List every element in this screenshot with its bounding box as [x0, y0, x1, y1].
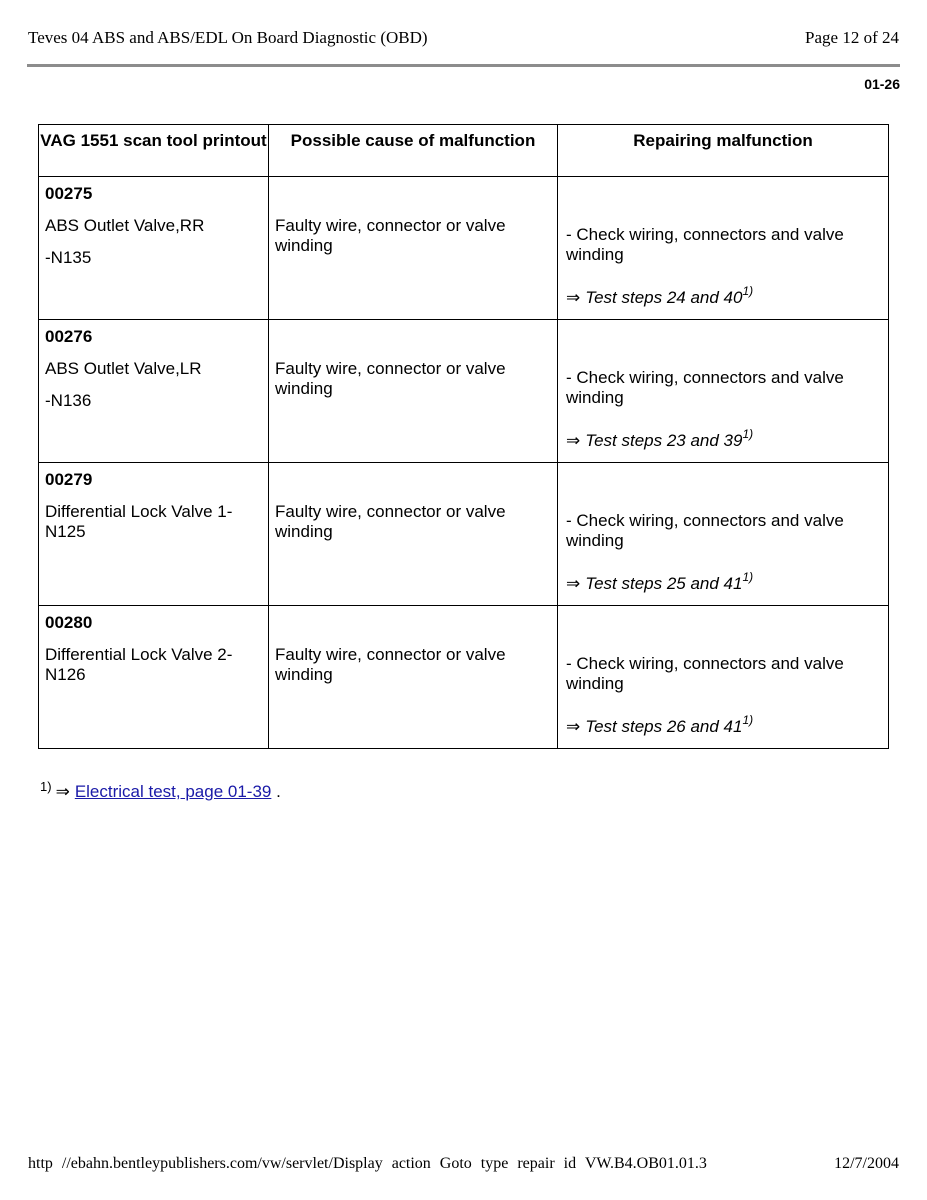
- footnote-ref: 1): [742, 713, 754, 727]
- cause-text: Faulty wire, connector or valve winding: [275, 645, 506, 684]
- footnote-ref: 1): [742, 427, 754, 441]
- repair-instruction: - Check wiring, connectors and valve winding: [566, 511, 844, 550]
- component-name: ABS Outlet Valve,RR: [45, 216, 205, 235]
- component-part-number: -N135: [45, 248, 92, 267]
- component-name: ABS Outlet Valve,LR: [45, 359, 202, 378]
- cause-cell: [269, 320, 558, 463]
- test-steps-text: Test steps 26 and 41: [585, 717, 743, 736]
- arrow-icon: ⇒: [566, 431, 581, 450]
- repair-cell: [558, 320, 889, 463]
- repair-instruction: - Check wiring, connectors and valve winding: [566, 654, 844, 693]
- arrow-icon: ⇒: [55, 782, 70, 801]
- footnote: [40, 777, 281, 802]
- test-steps-link[interactable]: [566, 713, 754, 737]
- repair-instruction: - Check wiring, connectors and valve winding: [566, 225, 844, 264]
- table-row: [39, 320, 889, 463]
- column-header-cause: Possible cause of malfunction: [269, 125, 558, 177]
- cause-cell: [269, 463, 558, 606]
- document-title: Teves 04 ABS and ABS/EDL On Board Diagnostic (OBD): [28, 28, 428, 47]
- test-steps-link[interactable]: [566, 427, 754, 451]
- component-name: Differential Lock Valve 1-N125: [45, 502, 233, 541]
- table-header-row: [39, 125, 889, 177]
- section-number: 01-26: [864, 76, 900, 92]
- component-part-number: -N136: [45, 391, 92, 410]
- arrow-icon: ⇒: [566, 717, 581, 736]
- cause-text: Faulty wire, connector or valve winding: [275, 359, 506, 398]
- repair-instruction: - Check wiring, connectors and valve winding: [566, 368, 844, 407]
- fault-code: 00276: [45, 327, 93, 346]
- test-steps-text: Test steps 23 and 39: [585, 431, 743, 450]
- cause-text: Faulty wire, connector or valve winding: [275, 502, 506, 541]
- cause-cell: [269, 177, 558, 320]
- table-row: [39, 606, 889, 749]
- fault-code: 00279: [45, 470, 93, 489]
- repair-cell: [558, 177, 889, 320]
- table-row: [39, 463, 889, 606]
- repair-cell: [558, 463, 889, 606]
- footer-url: http //ebahn.bentleypublishers.com/vw/servlet/Display action Goto type repair id VW.B4.OB01.01.3: [28, 1155, 707, 1172]
- test-steps-link[interactable]: [566, 284, 754, 308]
- electrical-test-link[interactable]: Electrical test, page 01-39: [74, 782, 272, 801]
- footnote-ref: 1): [742, 284, 754, 298]
- cause-text: Faulty wire, connector or valve winding: [275, 216, 506, 255]
- footnote-mark: 1): [40, 779, 52, 794]
- printout-cell: [39, 177, 269, 320]
- test-steps-text: Test steps 25 and 41: [585, 574, 743, 593]
- cause-cell: [269, 606, 558, 749]
- test-steps-link[interactable]: [566, 570, 754, 594]
- footer-date: 12/7/2004: [834, 1155, 899, 1172]
- printout-cell: [39, 463, 269, 606]
- arrow-icon: ⇒: [566, 288, 581, 307]
- fault-code: 00280: [45, 613, 93, 632]
- test-steps-text: Test steps 24 and 40: [585, 288, 743, 307]
- printout-cell: [39, 606, 269, 749]
- footnote-ref: 1): [742, 570, 754, 584]
- repair-cell: [558, 606, 889, 749]
- footnote-period: .: [276, 782, 281, 801]
- column-header-repair: Repairing malfunction: [558, 125, 889, 177]
- fault-code: 00275: [45, 184, 93, 203]
- arrow-icon: ⇒: [566, 574, 581, 593]
- component-name: Differential Lock Valve 2-N126: [45, 645, 233, 684]
- table-row: [39, 177, 889, 320]
- malfunction-table: [38, 124, 889, 749]
- column-header-printout: VAG 1551 scan tool printout: [39, 125, 269, 177]
- header-divider: [27, 64, 900, 67]
- page-indicator: Page 12 of 24: [805, 28, 899, 47]
- printout-cell: [39, 320, 269, 463]
